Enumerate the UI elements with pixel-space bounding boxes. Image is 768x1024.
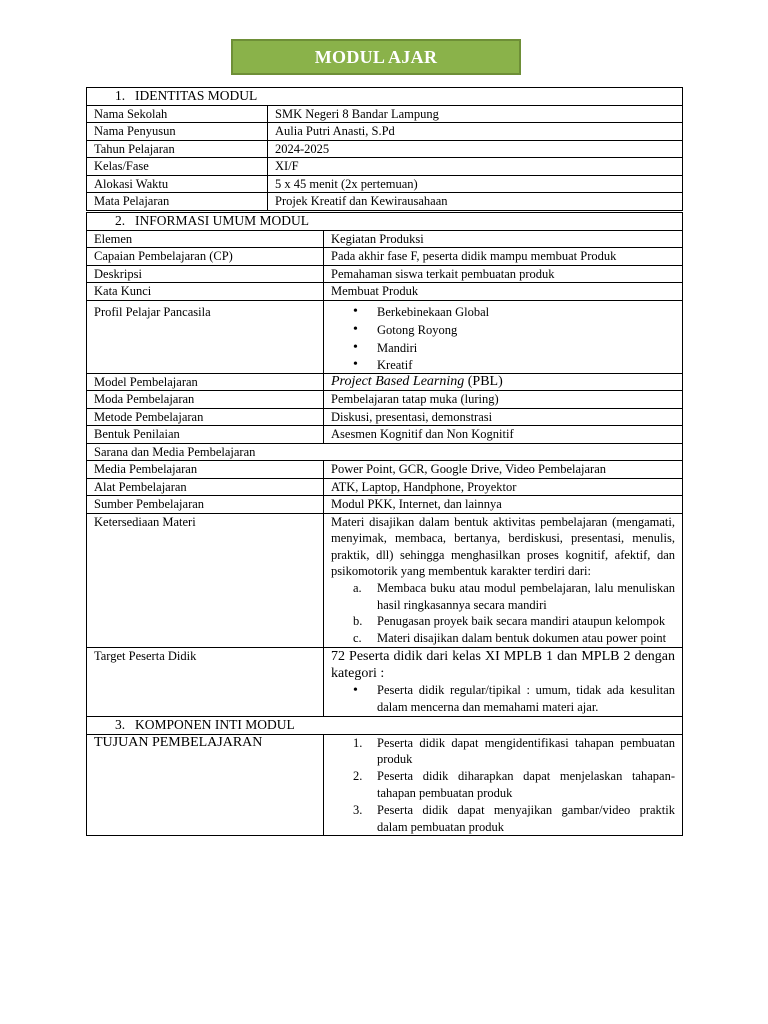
document-title <box>231 39 521 75</box>
identitas-modul-table <box>86 87 683 211</box>
list-text: Penugasan proyek baik secara mandiri ataupun kelompok <box>377 614 666 629</box>
section-3-number: 3. <box>115 717 126 733</box>
table-row <box>87 193 683 211</box>
tujuan-label: TUJUAN PEMBELAJARAN <box>87 734 324 836</box>
informasi-umum-table <box>86 212 683 836</box>
list-marker: 1. <box>353 735 363 750</box>
list-item: • Peserta didik regular/tipikal : umum, tidak ada kesulitan dalam mencerna dan memahami materi ajar. <box>353 682 675 716</box>
row-value <box>324 734 683 836</box>
list-marker: 3. <box>353 802 363 817</box>
row-value: SMK Negeri 8 Bandar Lampung <box>268 105 683 123</box>
row-value <box>324 513 683 648</box>
row-value: 5 x 45 menit (2x pertemuan) <box>268 175 683 193</box>
table-row <box>87 265 683 283</box>
section-3-heading: KOMPONEN INTI MODUL <box>135 717 295 733</box>
row-label: Sumber Pembelajaran <box>87 496 324 514</box>
row-label: Moda Pembelajaran <box>87 391 324 409</box>
list-text: Peserta didik diharapkan dapat menjelaskan tahapan-tahapan pembuatan produk <box>377 769 675 800</box>
section-2-number: 2. <box>115 213 126 228</box>
tujuan-list <box>331 735 675 836</box>
row-label: Target Peserta Didik <box>87 648 324 717</box>
row-value: Modul PKK, Internet, dan lainnya <box>324 496 683 514</box>
list-item: • Berkebinekaan Global <box>353 303 675 321</box>
model-italic: Project Based Learning <box>331 373 465 389</box>
table-row <box>87 140 683 158</box>
table-row <box>87 123 683 141</box>
list-marker: b. <box>353 614 363 629</box>
table-row <box>87 105 683 123</box>
table-row <box>87 478 683 496</box>
table-row <box>87 283 683 301</box>
table-row <box>87 230 683 248</box>
ketersediaan-intro: Materi disajikan dalam bentuk aktivitas pembelajaran (mengamati, menyimak, membaca, bertanya, berdiskusi, presentasi, menulis, praktik, dll) sehingga menghasilkan proses kognitif, afektif, dan psikomotorik yang membentuk karakter terdiri dari: <box>331 514 675 579</box>
row-label: Media Pembelajaran <box>87 461 324 479</box>
list-item <box>353 768 675 802</box>
row-label: Alat Pembelajaran <box>87 478 324 496</box>
list-item: • Gotong Royong <box>353 321 675 339</box>
document-title-text: MODUL AJAR <box>314 46 438 67</box>
row-label: Mata Pelajaran <box>87 193 268 211</box>
ketersediaan-list <box>331 580 675 647</box>
section-2-header <box>87 213 683 231</box>
row-value: Membuat Produk <box>324 283 683 301</box>
row-label: Nama Penyusun <box>87 123 268 141</box>
list-item: • Kreatif <box>353 357 675 373</box>
list-item <box>353 735 675 769</box>
list-text: Membaca buku atau modul pembelajaran, lalu menuliskan hasil ringkasannya secara mandiri <box>377 580 675 612</box>
row-label: Kelas/Fase <box>87 158 268 176</box>
row-value: Pemahaman siswa terkait pembuatan produk <box>324 265 683 283</box>
table-row <box>87 461 683 479</box>
table-row <box>87 496 683 514</box>
row-label: Deskripsi <box>87 265 324 283</box>
list-item <box>353 802 675 836</box>
table-row <box>87 443 683 461</box>
table-row <box>87 373 683 391</box>
target-list <box>331 682 675 716</box>
row-value: XI/F <box>268 158 683 176</box>
list-item <box>353 630 675 647</box>
row-label: Tahun Pelajaran <box>87 140 268 158</box>
table-row <box>87 513 683 648</box>
section-1-heading: IDENTITAS MODUL <box>135 88 258 103</box>
row-label: Metode Pembelajaran <box>87 408 324 426</box>
section-1-number: 1. <box>115 88 126 103</box>
row-value: 2024-2025 <box>268 140 683 158</box>
section-1-header <box>87 88 683 106</box>
row-value: ATK, Laptop, Handphone, Proyektor <box>324 478 683 496</box>
row-value: Pembelajaran tatap muka (luring) <box>324 391 683 409</box>
list-marker: a. <box>353 580 362 595</box>
row-value: Power Point, GCR, Google Drive, Video Pembelajaran <box>324 461 683 479</box>
row-value: Pada akhir fase F, peserta didik mampu membuat Produk <box>324 248 683 266</box>
list-marker: 2. <box>353 769 363 784</box>
row-label: Ketersediaan Materi <box>87 513 324 648</box>
row-label: Profil Pelajar Pancasila <box>87 300 324 373</box>
row-value <box>324 648 683 717</box>
table-row <box>87 391 683 409</box>
row-value: Aulia Putri Anasti, S.Pd <box>268 123 683 141</box>
table-row <box>87 300 683 373</box>
list-text: Peserta didik dapat menyajikan gambar/video praktik dalam pembuatan produk <box>377 802 675 834</box>
row-value: Kegiatan Produksi <box>324 230 683 248</box>
row-label: Bentuk Penilaian <box>87 426 324 444</box>
row-value <box>324 300 683 373</box>
list-marker: c. <box>353 631 362 646</box>
profil-list <box>331 303 675 373</box>
row-label: Nama Sekolah <box>87 105 268 123</box>
row-label: Kata Kunci <box>87 283 324 301</box>
section-3-header <box>87 717 683 735</box>
table-row <box>87 426 683 444</box>
table-row <box>87 648 683 717</box>
model-suffix: (PBL) <box>464 373 503 389</box>
table-row <box>87 734 683 836</box>
list-text: Materi disajikan dalam bentuk dokumen atau power point <box>377 631 667 646</box>
list-item <box>353 580 675 614</box>
row-value: Projek Kreatif dan Kewirausahaan <box>268 193 683 211</box>
row-value: Asesmen Kognitif dan Non Kognitif <box>324 426 683 444</box>
table-row <box>87 408 683 426</box>
row-label: Elemen <box>87 230 324 248</box>
table-row <box>87 158 683 176</box>
row-label: Model Pembelajaran <box>87 373 324 391</box>
section-2-heading: INFORMASI UMUM MODUL <box>135 213 310 228</box>
row-label: Capaian Pembelajaran (CP) <box>87 248 324 266</box>
table-row <box>87 248 683 266</box>
target-intro: 72 Peserta didik dari kelas XI MPLB 1 dan MPLB 2 dengan kategori : <box>331 649 675 682</box>
row-value <box>324 373 683 391</box>
list-text: Peserta didik dapat mengidentifikasi tahapan pembuatan produk <box>377 735 675 767</box>
row-value: Diskusi, presentasi, demonstrasi <box>324 408 683 426</box>
row-label: Alokasi Waktu <box>87 175 268 193</box>
list-item <box>353 613 675 630</box>
table-row <box>87 175 683 193</box>
row-label: Sarana dan Media Pembelajaran <box>87 443 683 461</box>
list-item: • Mandiri <box>353 339 675 357</box>
